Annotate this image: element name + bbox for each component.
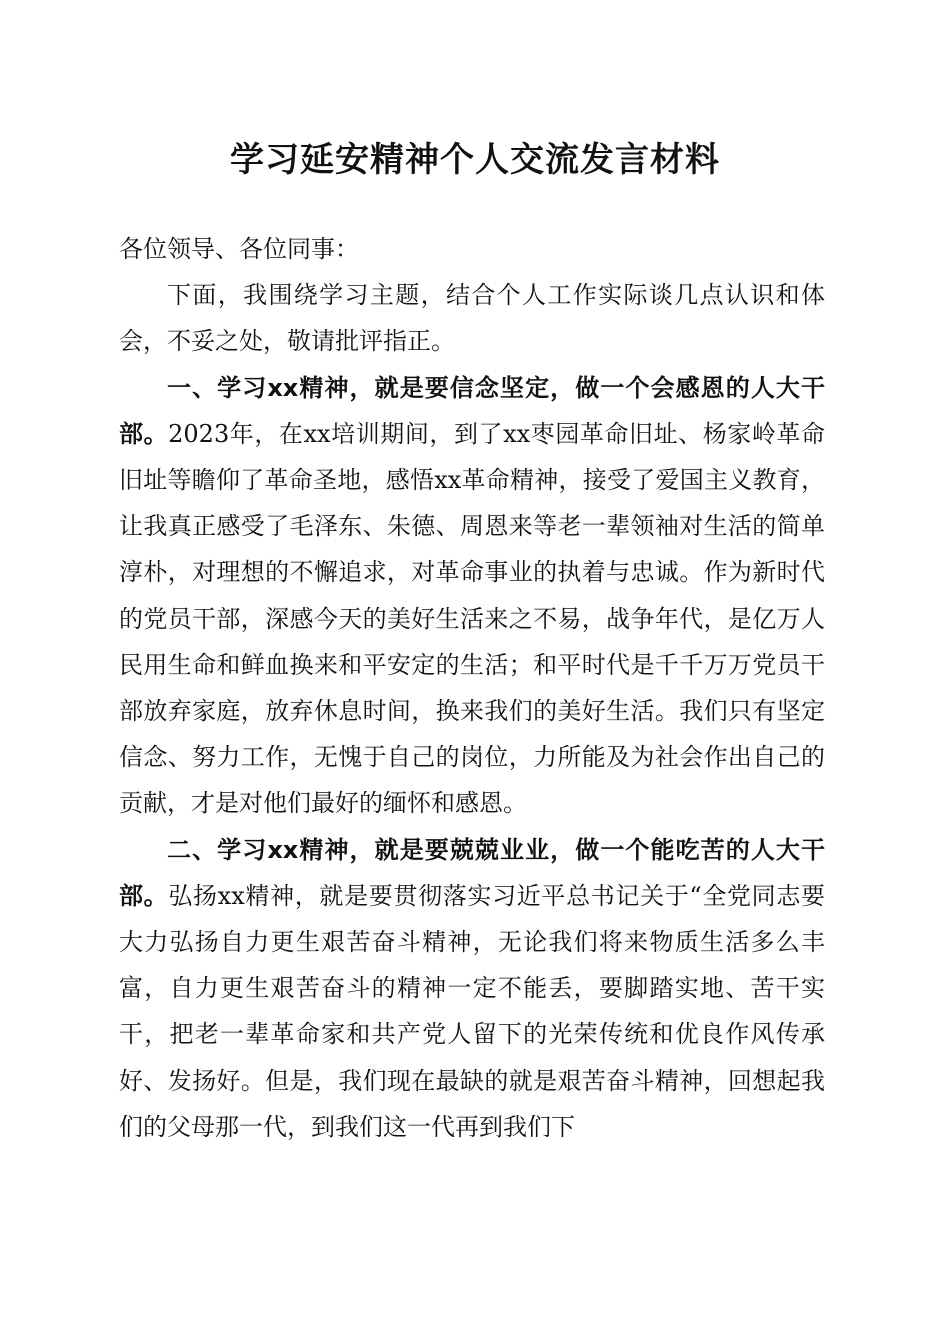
document-title: 学习延安精神个人交流发言材料 <box>230 140 720 180</box>
document-body <box>119 226 825 1150</box>
section-body-1: 2023年，在xx培训期间，到了xx枣园革命旧址、杨家岭革命旧址等瞻仰了革命圣地，感悟xx革命精神，接受了爱国主义教育，让我真正感受了毛泽东、朱德、周恩来等老一辈领袖对生活的简单淳朴，对理想的不懈追求，对革命事业的执着与忠诚。作为新时代的党员干部，深感今天的美好生活来之不易，战争年代，是亿万人民用生命和鲜血换来和平安定的生活；和平时代是千千万万党员干部放弃家庭，放弃休息时间，换来我们的美好生活。我们只有坚定信念、努力工作，无愧于自己的岗位，力所能及为社会作出自己的贡献，才是对他们最好的缅怀和感恩。 <box>119 419 826 818</box>
salutation: 各位领导、各位同事： <box>119 235 359 263</box>
section-heading-2: 二、学习xx精神，就是要兢兢业业，做一个能吃苦的人大干部。 <box>119 835 825 910</box>
section-heading-1: 一、学习xx精神，就是要信念坚定，做一个会感恩的人大干部。 <box>119 373 825 448</box>
section-paragraph-2 <box>119 827 825 1150</box>
intro-paragraph: 下面，我围绕学习主题，结合个人工作实际谈几点认识和体会，不妥之处，敬请批评指正。 <box>119 281 825 356</box>
section-body-2: 弘扬xx精神，就是要贯彻落实习近平总书记关于“全党同志要大力弘扬自力更生艰苦奋斗精神，无论我们将来物质生活多么丰富，自力更生艰苦奋斗的精神一定不能丢，要脚踏实地、苦干实干，把老一辈革命家和共产党人留下的光荣传统和优良作风传承好、发扬好。但是，我们现在最缺的就是艰苦奋斗精神，回想起我们的父母那一代，到我们这一代再到我们下 <box>119 881 826 1141</box>
section-paragraph-1 <box>119 365 825 827</box>
